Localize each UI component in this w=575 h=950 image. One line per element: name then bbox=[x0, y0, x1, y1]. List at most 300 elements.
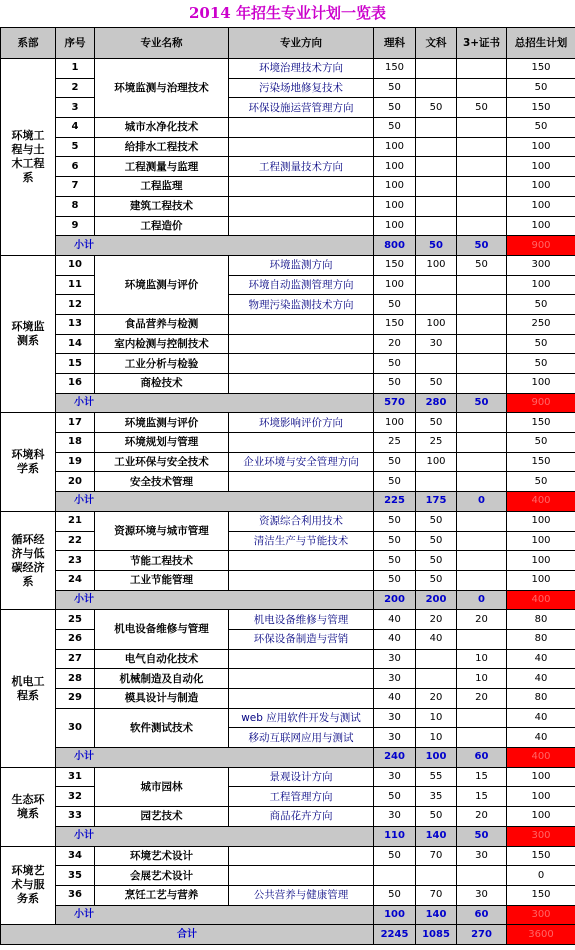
row-science: 40 bbox=[374, 610, 416, 630]
grand-total-row bbox=[1, 925, 575, 945]
row-cert: 20 bbox=[457, 807, 507, 827]
row-cert: 20 bbox=[457, 689, 507, 709]
row-arts: 100 bbox=[416, 452, 457, 472]
row-cert bbox=[457, 472, 507, 492]
row-science: 150 bbox=[374, 314, 416, 334]
row-major: 软件测试技术 bbox=[95, 708, 229, 747]
table-row bbox=[1, 767, 575, 787]
row-cert bbox=[457, 157, 507, 177]
row-total: 100 bbox=[507, 787, 575, 807]
row-direction: 机电设备维修与管理 bbox=[229, 610, 374, 630]
subtotal-cert: 60 bbox=[457, 905, 507, 925]
subtotal-arts: 100 bbox=[416, 748, 457, 768]
row-total: 40 bbox=[507, 669, 575, 689]
subtotal-total: 400 bbox=[507, 590, 575, 610]
row-direction bbox=[229, 570, 374, 590]
row-cert: 10 bbox=[457, 669, 507, 689]
row-major: 环境监测与治理技术 bbox=[95, 59, 229, 118]
header-total: 总招生计划 bbox=[507, 28, 575, 59]
row-science: 50 bbox=[374, 98, 416, 118]
row-seq: 23 bbox=[56, 551, 95, 571]
row-seq: 10 bbox=[56, 255, 95, 275]
row-total: 100 bbox=[507, 551, 575, 571]
table-row bbox=[1, 78, 575, 98]
row-science: 50 bbox=[374, 452, 416, 472]
row-direction: 环境治理技术方向 bbox=[229, 59, 374, 79]
row-science: 150 bbox=[374, 255, 416, 275]
dept-name: 生态环境系 bbox=[1, 767, 56, 846]
row-arts: 100 bbox=[416, 255, 457, 275]
row-major: 城市水净化技术 bbox=[95, 118, 229, 138]
row-total: 100 bbox=[507, 157, 575, 177]
row-direction: 污染场地修复技术 bbox=[229, 78, 374, 98]
table-row bbox=[1, 708, 575, 728]
row-science: 30 bbox=[374, 649, 416, 669]
row-major: 园艺技术 bbox=[95, 807, 229, 827]
row-direction bbox=[229, 216, 374, 236]
row-direction bbox=[229, 472, 374, 492]
row-science: 50 bbox=[374, 846, 416, 866]
row-total: 0 bbox=[507, 866, 575, 886]
row-arts bbox=[416, 275, 457, 295]
dept-name: 环境科学系 bbox=[1, 413, 56, 511]
row-arts: 50 bbox=[416, 98, 457, 118]
row-major: 城市园林 bbox=[95, 767, 229, 806]
row-major: 资源环境与城市管理 bbox=[95, 511, 229, 550]
row-total: 50 bbox=[507, 78, 575, 98]
subtotal-total: 900 bbox=[507, 236, 575, 256]
row-science: 25 bbox=[374, 433, 416, 453]
row-arts bbox=[416, 59, 457, 79]
row-cert bbox=[457, 59, 507, 79]
row-direction bbox=[229, 669, 374, 689]
table-row bbox=[1, 866, 575, 886]
row-cert bbox=[457, 413, 507, 433]
row-total: 80 bbox=[507, 689, 575, 709]
table-row bbox=[1, 570, 575, 590]
row-arts: 50 bbox=[416, 807, 457, 827]
row-total: 100 bbox=[507, 196, 575, 216]
row-direction bbox=[229, 137, 374, 157]
row-arts bbox=[416, 295, 457, 315]
row-major: 安全技术管理 bbox=[95, 472, 229, 492]
row-major: 食品营养与检测 bbox=[95, 314, 229, 334]
row-major: 工业分析与检验 bbox=[95, 354, 229, 374]
subtotal-arts: 200 bbox=[416, 590, 457, 610]
row-seq: 18 bbox=[56, 433, 95, 453]
subtotal-cert: 50 bbox=[457, 236, 507, 256]
row-cert bbox=[457, 374, 507, 394]
row-science: 20 bbox=[374, 334, 416, 354]
row-direction: 商品花卉方向 bbox=[229, 807, 374, 827]
row-arts bbox=[416, 78, 457, 98]
row-arts: 10 bbox=[416, 708, 457, 728]
row-science: 100 bbox=[374, 137, 416, 157]
row-total: 40 bbox=[507, 649, 575, 669]
row-seq: 14 bbox=[56, 334, 95, 354]
row-direction bbox=[229, 551, 374, 571]
row-direction: web 应用软件开发与测试 bbox=[229, 708, 374, 728]
header-dept: 系部 bbox=[1, 28, 56, 59]
subtotal-total: 400 bbox=[507, 748, 575, 768]
table-row bbox=[1, 255, 575, 275]
row-direction bbox=[229, 689, 374, 709]
row-arts bbox=[416, 472, 457, 492]
row-cert: 50 bbox=[457, 255, 507, 275]
row-science: 50 bbox=[374, 570, 416, 590]
row-arts bbox=[416, 118, 457, 138]
row-total: 40 bbox=[507, 728, 575, 748]
row-cert: 30 bbox=[457, 885, 507, 905]
subtotal-label: 小计 bbox=[56, 236, 374, 256]
row-cert: 15 bbox=[457, 767, 507, 787]
row-total: 150 bbox=[507, 98, 575, 118]
row-arts bbox=[416, 649, 457, 669]
row-major: 工业环保与安全技术 bbox=[95, 452, 229, 472]
row-cert bbox=[457, 177, 507, 197]
row-direction: 环境自动监测管理方向 bbox=[229, 275, 374, 295]
table-row bbox=[1, 452, 575, 472]
subtotal-label: 小计 bbox=[56, 590, 374, 610]
page-title: 2014 年招生专业计划一览表 bbox=[189, 4, 386, 22]
table-row bbox=[1, 314, 575, 334]
grand-total-arts: 1085 bbox=[416, 925, 457, 945]
row-major: 商检技术 bbox=[95, 374, 229, 394]
row-seq: 34 bbox=[56, 846, 95, 866]
row-seq: 36 bbox=[56, 885, 95, 905]
row-total: 50 bbox=[507, 334, 575, 354]
row-seq: 25 bbox=[56, 610, 95, 630]
subtotal-row bbox=[1, 590, 575, 610]
row-direction: 环保设备制造与营销 bbox=[229, 629, 374, 649]
row-cert bbox=[457, 629, 507, 649]
row-seq: 11 bbox=[56, 275, 95, 295]
row-cert bbox=[457, 118, 507, 138]
row-science: 40 bbox=[374, 629, 416, 649]
row-direction bbox=[229, 354, 374, 374]
subtotal-cert: 50 bbox=[457, 826, 507, 846]
row-arts bbox=[416, 216, 457, 236]
row-total: 100 bbox=[507, 767, 575, 787]
subtotal-row bbox=[1, 905, 575, 925]
table-row bbox=[1, 807, 575, 827]
row-arts: 100 bbox=[416, 314, 457, 334]
subtotal-row bbox=[1, 393, 575, 413]
row-science: 150 bbox=[374, 59, 416, 79]
dept-name: 环境艺术与服务系 bbox=[1, 846, 56, 925]
header-arts: 文科 bbox=[416, 28, 457, 59]
table-row bbox=[1, 216, 575, 236]
subtotal-science: 200 bbox=[374, 590, 416, 610]
row-total: 50 bbox=[507, 472, 575, 492]
row-seq: 8 bbox=[56, 196, 95, 216]
row-seq: 6 bbox=[56, 157, 95, 177]
row-science: 50 bbox=[374, 531, 416, 551]
row-science: 30 bbox=[374, 807, 416, 827]
row-arts bbox=[416, 669, 457, 689]
row-science: 100 bbox=[374, 157, 416, 177]
row-direction: 景观设计方向 bbox=[229, 767, 374, 787]
header-row bbox=[1, 28, 575, 59]
row-total: 50 bbox=[507, 118, 575, 138]
row-major: 机电设备维修与管理 bbox=[95, 610, 229, 649]
table-row bbox=[1, 118, 575, 138]
row-seq: 28 bbox=[56, 669, 95, 689]
row-direction: 工程管理方向 bbox=[229, 787, 374, 807]
row-total: 50 bbox=[507, 433, 575, 453]
row-seq: 7 bbox=[56, 177, 95, 197]
row-arts: 50 bbox=[416, 551, 457, 571]
row-total: 100 bbox=[507, 216, 575, 236]
row-cert bbox=[457, 531, 507, 551]
row-arts: 50 bbox=[416, 374, 457, 394]
row-arts: 40 bbox=[416, 629, 457, 649]
row-seq: 9 bbox=[56, 216, 95, 236]
enrollment-plan-table bbox=[0, 27, 575, 945]
subtotal-total: 400 bbox=[507, 492, 575, 512]
row-cert: 20 bbox=[457, 610, 507, 630]
row-seq: 5 bbox=[56, 137, 95, 157]
subtotal-science: 800 bbox=[374, 236, 416, 256]
row-direction bbox=[229, 314, 374, 334]
subtotal-arts: 50 bbox=[416, 236, 457, 256]
row-seq: 19 bbox=[56, 452, 95, 472]
row-direction bbox=[229, 118, 374, 138]
row-arts bbox=[416, 157, 457, 177]
row-science: 100 bbox=[374, 177, 416, 197]
header-direction: 专业方向 bbox=[229, 28, 374, 59]
row-direction: 环境影响评价方向 bbox=[229, 413, 374, 433]
row-seq: 3 bbox=[56, 98, 95, 118]
header-cert: 3+证书 bbox=[457, 28, 507, 59]
row-direction bbox=[229, 866, 374, 886]
row-total: 100 bbox=[507, 137, 575, 157]
row-arts: 50 bbox=[416, 413, 457, 433]
row-cert bbox=[457, 78, 507, 98]
row-seq: 4 bbox=[56, 118, 95, 138]
row-total: 100 bbox=[507, 275, 575, 295]
row-total: 100 bbox=[507, 531, 575, 551]
row-arts: 25 bbox=[416, 433, 457, 453]
row-total: 40 bbox=[507, 708, 575, 728]
row-seq: 15 bbox=[56, 354, 95, 374]
subtotal-cert: 50 bbox=[457, 393, 507, 413]
row-science: 40 bbox=[374, 689, 416, 709]
table-row bbox=[1, 649, 575, 669]
row-major: 机械制造及自动化 bbox=[95, 669, 229, 689]
table-row bbox=[1, 846, 575, 866]
row-science: 30 bbox=[374, 669, 416, 689]
row-total: 150 bbox=[507, 59, 575, 79]
row-direction: 环保设施运营管理方向 bbox=[229, 98, 374, 118]
row-cert bbox=[457, 570, 507, 590]
subtotal-cert: 60 bbox=[457, 748, 507, 768]
row-direction bbox=[229, 846, 374, 866]
row-total: 150 bbox=[507, 452, 575, 472]
row-arts bbox=[416, 196, 457, 216]
table-row bbox=[1, 511, 575, 531]
row-science: 30 bbox=[374, 708, 416, 728]
table-row bbox=[1, 157, 575, 177]
row-science: 100 bbox=[374, 413, 416, 433]
row-major: 环境规划与管理 bbox=[95, 433, 229, 453]
row-seq: 32 bbox=[56, 787, 95, 807]
row-cert bbox=[457, 216, 507, 236]
row-seq: 16 bbox=[56, 374, 95, 394]
row-science bbox=[374, 866, 416, 886]
row-science: 50 bbox=[374, 118, 416, 138]
row-direction: 企业环境与安全管理方向 bbox=[229, 452, 374, 472]
row-total: 80 bbox=[507, 629, 575, 649]
row-cert bbox=[457, 551, 507, 571]
row-seq: 21 bbox=[56, 511, 95, 531]
row-arts bbox=[416, 866, 457, 886]
row-science: 50 bbox=[374, 354, 416, 374]
header-science: 理科 bbox=[374, 28, 416, 59]
row-cert bbox=[457, 334, 507, 354]
row-science: 100 bbox=[374, 275, 416, 295]
header-seq: 序号 bbox=[56, 28, 95, 59]
subtotal-arts: 140 bbox=[416, 905, 457, 925]
row-arts bbox=[416, 177, 457, 197]
row-direction: 物理污染监测技术方向 bbox=[229, 295, 374, 315]
subtotal-arts: 280 bbox=[416, 393, 457, 413]
row-total: 50 bbox=[507, 354, 575, 374]
table-row bbox=[1, 196, 575, 216]
table-row bbox=[1, 334, 575, 354]
row-science: 50 bbox=[374, 787, 416, 807]
row-cert bbox=[457, 708, 507, 728]
table-row bbox=[1, 531, 575, 551]
row-arts: 50 bbox=[416, 511, 457, 531]
row-major: 环境监测与评价 bbox=[95, 255, 229, 314]
row-arts: 70 bbox=[416, 846, 457, 866]
row-direction bbox=[229, 649, 374, 669]
row-total: 100 bbox=[507, 177, 575, 197]
row-major: 模具设计与制造 bbox=[95, 689, 229, 709]
subtotal-science: 100 bbox=[374, 905, 416, 925]
row-major: 工业节能管理 bbox=[95, 570, 229, 590]
row-major: 室内检测与控制技术 bbox=[95, 334, 229, 354]
row-arts bbox=[416, 354, 457, 374]
row-direction bbox=[229, 177, 374, 197]
grand-total-cert: 270 bbox=[457, 925, 507, 945]
row-arts: 10 bbox=[416, 728, 457, 748]
row-total: 150 bbox=[507, 413, 575, 433]
row-cert bbox=[457, 511, 507, 531]
header-major: 专业名称 bbox=[95, 28, 229, 59]
table-row bbox=[1, 177, 575, 197]
row-direction: 工程测量技术方向 bbox=[229, 157, 374, 177]
table-row bbox=[1, 629, 575, 649]
subtotal-label: 小计 bbox=[56, 492, 374, 512]
row-major: 工程监理 bbox=[95, 177, 229, 197]
row-direction: 公共营养与健康管理 bbox=[229, 885, 374, 905]
row-direction bbox=[229, 433, 374, 453]
row-cert bbox=[457, 275, 507, 295]
subtotal-science: 225 bbox=[374, 492, 416, 512]
dept-name: 循环经济与低碳经济系 bbox=[1, 511, 56, 609]
row-direction bbox=[229, 374, 374, 394]
row-arts: 20 bbox=[416, 689, 457, 709]
row-arts: 35 bbox=[416, 787, 457, 807]
table-row bbox=[1, 669, 575, 689]
subtotal-total: 300 bbox=[507, 905, 575, 925]
row-seq: 31 bbox=[56, 767, 95, 787]
row-major: 环境艺术设计 bbox=[95, 846, 229, 866]
row-major: 建筑工程技术 bbox=[95, 196, 229, 216]
dept-name: 机电工程系 bbox=[1, 610, 56, 768]
row-total: 250 bbox=[507, 314, 575, 334]
row-cert: 10 bbox=[457, 649, 507, 669]
row-total: 300 bbox=[507, 255, 575, 275]
table-row bbox=[1, 59, 575, 79]
row-science: 50 bbox=[374, 511, 416, 531]
row-total: 100 bbox=[507, 570, 575, 590]
subtotal-science: 240 bbox=[374, 748, 416, 768]
row-science: 50 bbox=[374, 551, 416, 571]
row-cert: 50 bbox=[457, 98, 507, 118]
row-cert bbox=[457, 196, 507, 216]
row-science: 50 bbox=[374, 374, 416, 394]
row-cert bbox=[457, 728, 507, 748]
table-row bbox=[1, 433, 575, 453]
row-arts: 50 bbox=[416, 531, 457, 551]
row-arts: 20 bbox=[416, 610, 457, 630]
row-direction bbox=[229, 196, 374, 216]
grand-total-science: 2245 bbox=[374, 925, 416, 945]
grand-total-label: 合计 bbox=[1, 925, 374, 945]
row-major: 会展艺术设计 bbox=[95, 866, 229, 886]
subtotal-total: 900 bbox=[507, 393, 575, 413]
subtotal-label: 小计 bbox=[56, 826, 374, 846]
row-seq: 30 bbox=[56, 708, 95, 747]
grand-total-total: 3600 bbox=[507, 925, 575, 945]
row-cert bbox=[457, 452, 507, 472]
row-seq: 1 bbox=[56, 59, 95, 79]
row-total: 150 bbox=[507, 846, 575, 866]
table-row bbox=[1, 374, 575, 394]
row-seq: 27 bbox=[56, 649, 95, 669]
table-row bbox=[1, 137, 575, 157]
row-science: 100 bbox=[374, 196, 416, 216]
row-cert: 30 bbox=[457, 846, 507, 866]
subtotal-label: 小计 bbox=[56, 393, 374, 413]
row-major: 工程造价 bbox=[95, 216, 229, 236]
row-seq: 22 bbox=[56, 531, 95, 551]
row-direction: 环境监测方向 bbox=[229, 255, 374, 275]
subtotal-row bbox=[1, 826, 575, 846]
row-cert bbox=[457, 866, 507, 886]
row-arts: 50 bbox=[416, 570, 457, 590]
row-seq: 26 bbox=[56, 629, 95, 649]
subtotal-row bbox=[1, 492, 575, 512]
subtotal-cert: 0 bbox=[457, 492, 507, 512]
row-seq: 33 bbox=[56, 807, 95, 827]
row-total: 50 bbox=[507, 295, 575, 315]
row-science: 50 bbox=[374, 295, 416, 315]
table-row bbox=[1, 354, 575, 374]
row-major: 工程测量与监理 bbox=[95, 157, 229, 177]
table-row bbox=[1, 787, 575, 807]
row-direction bbox=[229, 334, 374, 354]
row-arts: 70 bbox=[416, 885, 457, 905]
table-row bbox=[1, 98, 575, 118]
row-major: 给排水工程技术 bbox=[95, 137, 229, 157]
row-seq: 17 bbox=[56, 413, 95, 433]
table-row bbox=[1, 689, 575, 709]
row-seq: 35 bbox=[56, 866, 95, 886]
